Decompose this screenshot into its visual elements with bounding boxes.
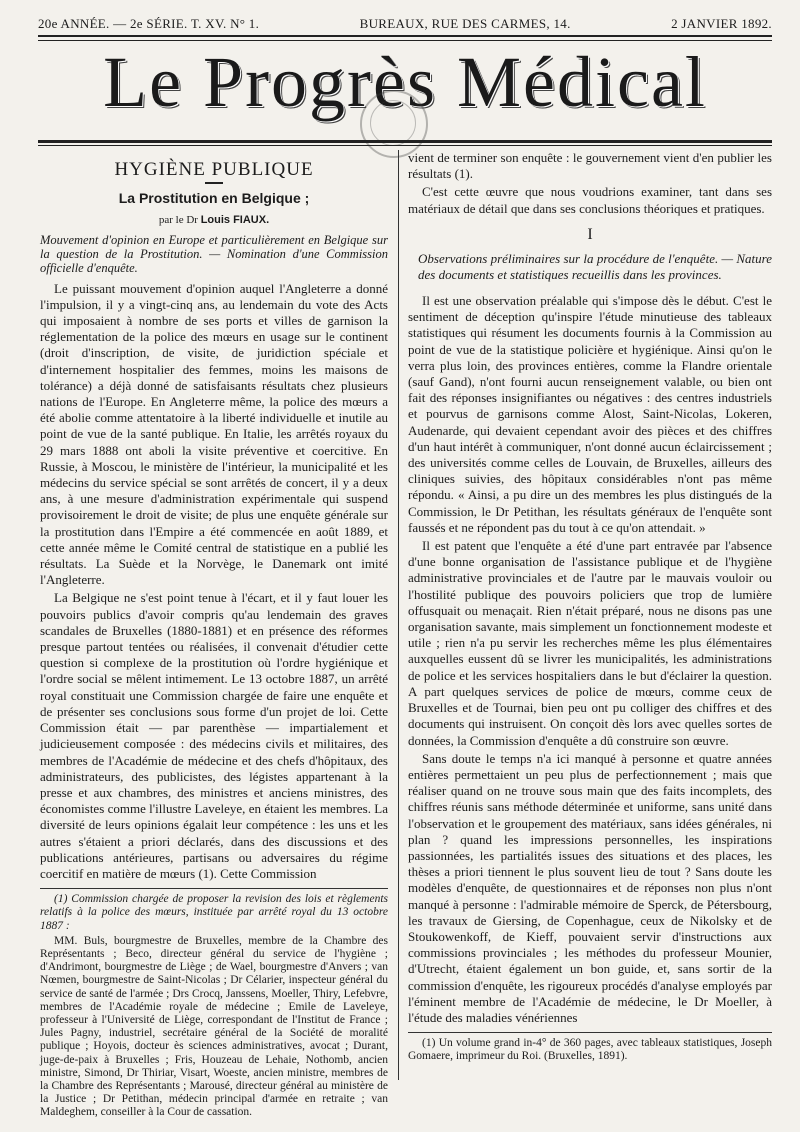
masthead-title: Le Progrès Médical <box>103 42 707 122</box>
header-rule <box>38 35 772 41</box>
body-paragraph: Il est une observation préalable qui s'impose dès le début. C'est le sentiment de déception qu'inspire l'étude minutieuse des tableaux statistiques qui résument les documents fournis à la Commission au point de vue de la statistique policière et hygiénique. Ainsi qu'on le verra plus loin, des provinces entières, comme la Flandre orientale (sauf Gand), n'ont fourni aucun renseignement valable, ou bien ont fait des réponses insignifiantes ou négatives : des centres industriels et pourvus de garnisons comme Alost, Saint-Nicolas, Lokeren, Audenarde, qui devaient cependant avoir des pièces et des chiffres d'un haut intérêt à communiquer, n'ont donné aucun éclaircissement ; des universités comme celles de Louvain, de Bruxelles, ailleurs des cliniques suivies, des hôpitaux considérables n'ont pas même répondu. « Ainsi, a pu dire un des membres les plus distingués de la Commission, le Dr Petithan, les résultats généraux de l'enquête sont faussés et ne répondent pas du tout à ce qu'on attendait. » <box>408 293 772 535</box>
section-title: HYGIÈNE PUBLIQUE <box>114 159 314 180</box>
running-header <box>38 14 772 34</box>
header-issue: 20e ANNÉE. — 2e SÉRIE. T. XV. N° 1. <box>38 16 260 31</box>
header-date: 2 JANVIER 1892. <box>671 16 772 31</box>
footnote-rule <box>40 888 388 889</box>
body-paragraph: Il est patent que l'enquête a été d'une part entravée par l'absence d'une bonne organisation de l'assistance publique et de l'hygiène administrative provinciales et de l'autre par le mauvais vouloir ou l'hostilité publique des pouvoirs policiers que trop de lumière offusquait ou menaçait. Rien n'était préparé, nous ne disons pas une organisation savante, mais simplement un fonctionnement modeste et utile ; rien n'a pu servir les recherches même les plus élémentaires auxquelles eussent dû se livrer les municipalités, les administrations de police et les services hospitaliers dans le but d'éclairer la question. A part quelques services de police de mœurs, comme ceux de Bruxelles et de Tournai, bien peu ont pu colliger des chiffres et des documents qui instruisent. On conçoit dès lors avec quelles sortes de données, la Commission d'enquête a dû construire son œuvre. <box>408 538 772 748</box>
article-summary: Mouvement d'opinion en Europe et particulièrement en Belgique sur la question de la Prostitution. — Nomination d'une Commission officielle d'enquête. <box>40 232 388 275</box>
body-paragraph: Le puissant mouvement d'opinion auquel l'Angleterre a donné l'impulsion, il y a vingt-cinq ans, au lendemain du vote des Acts qui imposaient à nombre de ses ports et villes de garnison la réglementation de la police des mœurs en usage sur le continent (droit d'inscription, de visite, de juridiction spéciale et d'internement hospitalier des femmes, moins les maisons de tolérance) a déjà donné de satisfaisants résultats chez plusieurs nations de l'Europe. En Angleterre même, la police des mœurs a été abolie comme attentatoire à la liberté individuelle et inutile au point de vue de la santé publique. En Italie, les arrêtés royaux du 29 mars 1888 ont aboli la visite préventive et coercitive. En Russie, à Moscou, le ministère de l'intérieur, la municipalité et les médecins du service spécial se sont arrêtés de concert, il y a deux ans, à une mesure d'administration expérimentale qui suspend provisoirement le droit de visite; de plus une enquête générale sur la prostitution dans l'Empire a été commencée en août 1889, et cette année même le Comité central de statistique en a publié les résultats. La Suède et la Norvège, le Danemark ont imité l'Angleterre. <box>40 280 388 588</box>
byline-author: Louis FIAUX. <box>200 214 270 227</box>
header-address: BUREAUX, RUE DES CARMES, 14. <box>359 16 571 31</box>
body-paragraph: Sans doute le temps n'a ici manqué à personne et quatre années entières permettaient un peu plus de perfectionnement ; mais que réaliser quand on ne trouve sous main que des faits incomplets, des chiffres réunis sans méthode déterminée et uniforme, sans unité dans l'observation et le groupement des matériaux, sans idées générales, ni plan ? quand les impressions personnelles, les inspirations passionnées, les partialités issues des situations et des places, les thèses a priori tiennent le plus souvent lieu de tout ? Sans doute les modèles d'enquête, de questionnaires et de réponses non plus n'ont manqué à personne : l'admirable mémoire de Sperck, de Pétersbourg, les travaux de Giersing, de Copenhague, ceux de Nikolsky et de Stoukowenkoff, de Kieff, pouvaient servir d'instructions aux commissions provinciales ; les méthodes du professeur Mounier, d'Utrecht, étaient également un bon guide, et, sans sortir de la commission d'enquête, les rigoureux procédés d'analyse employés par l'éminent membre de l'Académie de médecine, le Dr Moeller, à l'étude des maladies vénériennes <box>408 750 772 1025</box>
byline <box>40 212 388 228</box>
footnote-volume: (1) Un volume grand in-4° de 360 pages, avec tableaux statistiques, Joseph Gomaere, imprimeur du Roi. (Bruxelles, 1891). <box>408 1037 772 1063</box>
section-number: I <box>587 225 593 243</box>
library-stamp <box>360 90 428 158</box>
byline-prefix: par le Dr <box>158 214 198 227</box>
body-paragraph-continued: vient de terminer son enquête : le gouvernement vient d'en publier les résultats (1). <box>408 150 772 182</box>
right-column <box>408 150 772 1096</box>
left-column <box>40 150 388 1119</box>
masthead-rule <box>38 140 772 146</box>
body-paragraph: La Belgique ne s'est point tenue à l'écart, et il y faut louer les pouvoirs publics d'avoir compris qu'au lendemain des graves scandales de Bruxelles (1880-1881) et en présence des réformes presque partout tentées ou réalisées, il convenait d'étudier cette question si complexe de la prostitution où l'ordre hygiénique et l'ordre social se mêlent intimement. Le 13 octobre 1887, un arrêté royal constituait une Commission chargée de faire une enquête et de présenter ses conclusions sous forme d'un projet de loi. Cette Commission était — par parenthèse — impartialement et judicieusement composée : des médecins civils et militaires, des membres de l'Académie de médecine et des chefs d'hôpitaux, des administrateurs, des publicistes, des légistes appartenant à la presse et aux chambres, des ministres et anciens ministres, des économistes comme l'illustre Laveleye, en étaient les membres. La diversité de leurs opinions égalait leur compétence : les uns et les autres s'étaient a priori déclarés, dans des discussions et des publications antérieures, partisans ou adversaires du régime coercitif en matière de mœurs (1). Cette Commission <box>40 590 388 881</box>
title-rule <box>205 182 223 184</box>
column-divider <box>398 150 399 1080</box>
section-subhead: Observations préliminaires sur la procédure de l'enquête. — Nature des documents et statistiques recueillis dans les provinces. <box>418 251 772 283</box>
article-title: La Prostitution en Belgique ; <box>118 190 310 207</box>
body-paragraph: C'est cette œuvre que nous voudrions examiner, tant dans ses matériaux de détail que dans ses conclusions théoriques et pratiques. <box>408 184 772 216</box>
footnote-members: MM. Buls, bourgmestre de Bruxelles, membre de la Chambre des Représentants ; Beco, directeur général du service de l'hygiène ; d'Andrimont, bourgmestre de Liège ; de Wael, bourgmestre d'Anvers ; van Nœmen, bourgmestre de Saint-Nicolas ; Dr Célarier, inspecteur général du service de santé de l'armée ; Drs Crocq, Janssens, Moeller, Thiry, Lefebvre, membres de l'Académie royale de médecine ; Emile de Laveleye, professeur à l'Université de Liège, correspondant de l'Institut de France ; Jules Pagny, industriel, secrétaire général de la Société de moralité publique ; Hoyois, docteur ès sciences administratives, avocat ; Durant, juge-de-paix à Bruxelles ; Fris, Houzeau de Lehaie, Nothomb, ancien ministre, Simond, Dr Thiriar, Visart, Woeste, ancien ministre, membres de la Chambre des Représentants ; Marousé, directeur général au ministère de la Justice ; Dr Petithan, médecin principal d'armée en retraite ; van Maldeghem, conseiller à la Cour de cassation. <box>40 934 388 1119</box>
footnote-rule <box>408 1032 772 1033</box>
footnote-commission: (1) Commission chargée de proposer la revision des lois et règlements relatifs à la police des mœurs, instituée par arrêté royal du 13 octobre 1887 : <box>40 893 388 932</box>
